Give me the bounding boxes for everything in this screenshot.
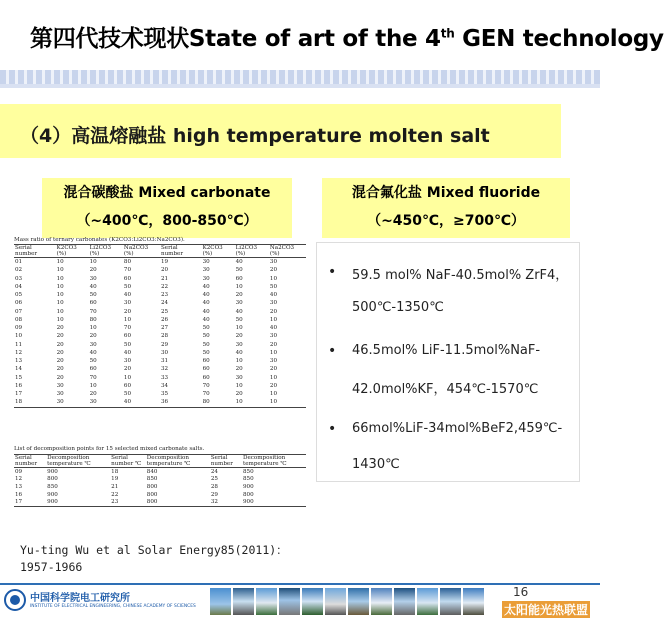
table-cell: 19 bbox=[111, 476, 119, 483]
table-cell: 850 bbox=[242, 468, 254, 475]
table-header-cell: Decomposition temperature ℃ bbox=[46, 455, 110, 468]
footer-photo-icon bbox=[463, 588, 484, 615]
table-cell: 70 bbox=[202, 382, 210, 389]
table-cell: 30 bbox=[160, 349, 169, 356]
table-cell: 40 bbox=[202, 316, 210, 323]
table-cell: 18 bbox=[14, 398, 56, 407]
table-cell: 26 bbox=[160, 316, 169, 323]
institute-name-cn: 中国科学院电工研究所 bbox=[30, 593, 130, 604]
table-cell: 10 bbox=[15, 333, 23, 340]
table-row bbox=[14, 316, 306, 324]
slide-title-main: 第四代技术现状State of art of the 4 bbox=[30, 26, 441, 52]
table-cell: 40 bbox=[202, 292, 210, 299]
table-row bbox=[14, 341, 306, 349]
table-cell: 09 bbox=[15, 325, 23, 332]
table-cell: 10 bbox=[89, 259, 97, 266]
table-cell: 840 bbox=[146, 468, 158, 475]
table-cell: 800 bbox=[242, 491, 254, 498]
table-cell: 10 bbox=[56, 292, 64, 299]
table-cell: 30 bbox=[235, 300, 243, 307]
table-cell: 20 bbox=[269, 267, 278, 274]
table-header-cell: Serial number bbox=[14, 245, 56, 258]
table-cell: 20 bbox=[56, 366, 64, 373]
table-cell: 900 bbox=[47, 468, 58, 475]
table-header-cell: Serial number bbox=[160, 245, 202, 258]
table-row bbox=[14, 468, 306, 476]
footer-photo-icon bbox=[256, 588, 277, 615]
table-cell: 34 bbox=[160, 382, 169, 389]
table-header-cell: Li2CO3 (%) bbox=[235, 245, 269, 258]
table-row bbox=[14, 324, 306, 332]
table-row bbox=[14, 374, 306, 382]
table-cell: 21 bbox=[111, 483, 119, 490]
footer-photo-icon bbox=[325, 588, 346, 615]
table-row bbox=[14, 491, 306, 499]
table-cell: 35 bbox=[160, 391, 169, 398]
table-cell: 50 bbox=[235, 267, 243, 274]
table-cell: 50 bbox=[202, 325, 210, 332]
table-cell: 10 bbox=[89, 382, 97, 389]
table-cell: 29 bbox=[160, 341, 169, 348]
table-cell: 25 bbox=[210, 476, 218, 483]
table-cell: 20 bbox=[89, 267, 97, 274]
table-cell: 40 bbox=[235, 349, 243, 356]
table-cell: 800 bbox=[146, 483, 158, 490]
table-row bbox=[14, 332, 306, 340]
table-header-cell: Decomposition temperature ℃ bbox=[242, 455, 306, 468]
alliance-watermark: 太阳能光热联盟 bbox=[504, 603, 589, 617]
carbonate-ratio-table bbox=[14, 244, 306, 408]
table-cell: 20 bbox=[269, 308, 278, 315]
table-cell: 50 bbox=[123, 391, 132, 398]
table-cell: 25 bbox=[160, 308, 169, 315]
table-cell: 20 bbox=[235, 391, 243, 398]
table-cell: 60 bbox=[123, 382, 132, 389]
institute-name-en: INSTITUTE OF ELECTRICAL ENGINEERING, CHINESE ACADEMY OF SCIENCES bbox=[30, 604, 196, 609]
table-cell: 30 bbox=[123, 358, 132, 365]
table-cell: 30 bbox=[202, 267, 210, 274]
table-cell: 900 bbox=[242, 483, 254, 490]
table-cell: 08 bbox=[15, 316, 23, 323]
table-row bbox=[14, 349, 306, 357]
citation-line: Yu-ting Wu et al Solar Energy85(2011)： bbox=[20, 543, 288, 557]
table-cell: 10 bbox=[269, 349, 278, 356]
table-cell: 50 bbox=[123, 283, 132, 290]
table-cell: 06 bbox=[15, 300, 23, 307]
table-cell: 10 bbox=[235, 382, 243, 389]
table-cell: 40 bbox=[123, 292, 132, 299]
table-cell: 20 bbox=[160, 267, 169, 274]
table-cell: 10 bbox=[235, 325, 243, 332]
table-cell: 10 bbox=[269, 391, 278, 398]
table-cell: 10 bbox=[269, 275, 278, 282]
table-cell: 50 bbox=[89, 358, 97, 365]
table-cell: 50 bbox=[89, 292, 97, 299]
table1-caption: Mass ratio of ternary carbonates (K2CO3:Li2CO3:Na2CO3). bbox=[14, 237, 185, 243]
left-card-title: 混合碳酸盐 Mixed carbonate bbox=[63, 185, 271, 201]
table-cell: 10 bbox=[235, 358, 243, 365]
footer-photo-icon bbox=[302, 588, 323, 615]
table-cell: 60 bbox=[202, 374, 210, 381]
table-header-cell: Serial number ℃ bbox=[110, 455, 146, 468]
table-cell: 20 bbox=[269, 382, 278, 389]
table-cell: 10 bbox=[269, 398, 306, 407]
table-cell: 50 bbox=[202, 333, 210, 340]
table-row bbox=[14, 498, 306, 506]
table-cell: 20 bbox=[56, 349, 64, 356]
table-cell: 20 bbox=[89, 333, 97, 340]
table-cell: 20 bbox=[123, 366, 132, 373]
table-cell: 10 bbox=[269, 374, 278, 381]
left-card-range: （~400℃，800-850℃） bbox=[76, 213, 258, 229]
table-header-cell: Na2CO3 (%) bbox=[123, 245, 160, 258]
table-row bbox=[14, 275, 306, 283]
institute-logo-icon bbox=[4, 589, 26, 611]
slide-title bbox=[30, 20, 664, 53]
table-cell: 20 bbox=[235, 292, 243, 299]
table-cell: 20 bbox=[269, 366, 278, 373]
table-cell: 33 bbox=[160, 374, 169, 381]
table-cell: 850 bbox=[242, 476, 254, 483]
table-cell: 13 bbox=[15, 358, 23, 365]
table-cell: 12 bbox=[15, 349, 23, 356]
table-cell: 28 bbox=[160, 333, 169, 340]
table-cell: 60 bbox=[202, 366, 210, 373]
footer-photo-icon bbox=[394, 588, 415, 615]
table-cell: 30 bbox=[269, 333, 278, 340]
table-cell: 29 bbox=[210, 491, 218, 498]
table-cell: 20 bbox=[56, 374, 64, 381]
table-cell: 20 bbox=[269, 341, 278, 348]
table-cell: 10 bbox=[56, 275, 64, 282]
table-cell: 13 bbox=[15, 483, 23, 490]
table-cell: 800 bbox=[47, 476, 58, 483]
table-cell: 20 bbox=[123, 308, 132, 315]
table-cell: 32 bbox=[160, 366, 169, 373]
table-row bbox=[14, 299, 306, 307]
table-cell: 30 bbox=[56, 391, 64, 398]
table-cell: 23 bbox=[160, 292, 169, 299]
table-cell: 10 bbox=[56, 308, 64, 315]
table-cell: 10 bbox=[269, 316, 278, 323]
table-cell: 60 bbox=[89, 300, 97, 307]
table-cell: 01 bbox=[15, 259, 23, 266]
table-cell: 40 bbox=[89, 283, 97, 290]
table-cell: 50 bbox=[123, 341, 132, 348]
table-cell: 20 bbox=[56, 325, 64, 332]
slide-title-sup: th bbox=[440, 26, 455, 41]
table-cell: 900 bbox=[46, 498, 110, 506]
table-cell: 60 bbox=[89, 366, 97, 373]
table-cell: 70 bbox=[123, 267, 132, 274]
table-cell: 10 bbox=[56, 300, 64, 307]
table-header-cell: Na2CO3 (%) bbox=[269, 245, 306, 258]
bullet-dot-icon: • bbox=[328, 421, 337, 437]
table-row bbox=[14, 266, 306, 274]
table-cell: 16 bbox=[15, 491, 23, 498]
bullet-dot-icon: • bbox=[328, 343, 337, 359]
table-cell: 10 bbox=[89, 325, 97, 332]
table-cell: 20 bbox=[56, 341, 64, 348]
table-cell: 30 bbox=[89, 275, 97, 282]
table-row bbox=[14, 283, 306, 291]
citation-line: 1957-1966 bbox=[20, 560, 83, 574]
table-header-cell: Li2CO3 (%) bbox=[89, 245, 123, 258]
right-card-range: （~450℃，≥700℃） bbox=[367, 213, 525, 229]
table-cell: 20 bbox=[56, 333, 64, 340]
table-cell: 12 bbox=[15, 476, 23, 483]
table-cell: 80 bbox=[123, 259, 132, 266]
table-header-row bbox=[14, 245, 306, 258]
table-cell: 30 bbox=[56, 398, 89, 407]
decorative-stripe bbox=[0, 70, 600, 84]
table-cell: 40 bbox=[235, 259, 243, 266]
table-row bbox=[14, 476, 306, 484]
footer-photo-icon bbox=[440, 588, 461, 615]
table-cell: 30 bbox=[89, 341, 97, 348]
table-cell: 40 bbox=[202, 283, 210, 290]
footer-photo-icon bbox=[233, 588, 254, 615]
footer-photo-icon bbox=[348, 588, 369, 615]
table-cell: 17 bbox=[14, 498, 46, 506]
decomposition-table bbox=[14, 454, 306, 507]
table-cell: 30 bbox=[235, 341, 243, 348]
table-cell: 05 bbox=[15, 292, 23, 299]
table-cell: 60 bbox=[123, 333, 132, 340]
table-cell: 31 bbox=[160, 358, 169, 365]
table-cell: 10 bbox=[123, 316, 132, 323]
citation bbox=[20, 542, 288, 576]
table-cell: 50 bbox=[202, 341, 210, 348]
table-cell: 30 bbox=[235, 374, 243, 381]
table-cell: 40 bbox=[235, 308, 243, 315]
table-cell: 30 bbox=[202, 275, 210, 282]
table-cell: 14 bbox=[15, 366, 23, 373]
table-cell: 03 bbox=[15, 275, 23, 282]
table-cell: 07 bbox=[15, 308, 23, 315]
table-cell: 70 bbox=[123, 325, 132, 332]
bullet-line: 59.5 mol% NaF-40.5mol% ZrF4， bbox=[352, 268, 569, 283]
table-row bbox=[14, 382, 306, 390]
table-cell: 10 bbox=[123, 374, 132, 381]
table-cell: 04 bbox=[15, 283, 23, 290]
section-heading: （4）高温熔融盐 high temperature molten salt bbox=[20, 125, 490, 147]
table-row bbox=[14, 365, 306, 373]
table-cell: 32 bbox=[210, 498, 242, 506]
table-row bbox=[14, 483, 306, 491]
page-number: 16 bbox=[513, 585, 529, 599]
table-cell: 10 bbox=[56, 259, 64, 266]
table-cell: 50 bbox=[269, 283, 278, 290]
table-cell: 30 bbox=[89, 398, 123, 407]
table-cell: 02 bbox=[15, 267, 23, 274]
table-cell: 19 bbox=[160, 259, 169, 266]
table-cell: 11 bbox=[15, 341, 23, 348]
table-cell: 10 bbox=[235, 283, 243, 290]
table-cell: 36 bbox=[160, 398, 202, 407]
table-cell: 10 bbox=[235, 398, 269, 407]
table-cell: 30 bbox=[56, 382, 64, 389]
table-cell: 17 bbox=[15, 391, 23, 398]
table-row bbox=[14, 357, 306, 365]
table-cell: 10 bbox=[56, 283, 64, 290]
table-cell: 20 bbox=[56, 358, 64, 365]
table-cell: 21 bbox=[160, 275, 169, 282]
table-cell: 10 bbox=[56, 267, 64, 274]
table-header-row bbox=[14, 455, 306, 468]
table-cell: 70 bbox=[89, 308, 97, 315]
table-cell: 23 bbox=[110, 498, 146, 506]
table-cell: 70 bbox=[89, 374, 97, 381]
table-row bbox=[14, 308, 306, 316]
bullet-line: 1430℃ bbox=[352, 457, 400, 472]
table-row bbox=[14, 258, 306, 267]
table-header-cell: K2CO3 (%) bbox=[202, 245, 235, 258]
table-cell: 10 bbox=[56, 316, 64, 323]
table-cell: 800 bbox=[146, 491, 158, 498]
table-cell: 30 bbox=[269, 300, 278, 307]
table-header-cell: Serial number bbox=[14, 455, 46, 468]
table-cell: 30 bbox=[269, 358, 278, 365]
table-row bbox=[14, 398, 306, 407]
table-cell: 900 bbox=[47, 491, 58, 498]
table-header-cell: Serial number bbox=[210, 455, 242, 468]
table-cell: 40 bbox=[123, 398, 160, 407]
table-cell: 22 bbox=[111, 491, 119, 498]
table-cell: 28 bbox=[210, 483, 218, 490]
table-cell: 30 bbox=[269, 259, 278, 266]
table-header-cell: K2CO3 (%) bbox=[56, 245, 89, 258]
table-cell: 40 bbox=[123, 349, 132, 356]
table-cell: 30 bbox=[123, 300, 132, 307]
table-cell: 70 bbox=[202, 391, 210, 398]
table-cell: 60 bbox=[202, 358, 210, 365]
table-cell: 80 bbox=[89, 316, 97, 323]
table-cell: 22 bbox=[160, 283, 169, 290]
table-cell: 60 bbox=[123, 275, 132, 282]
table-cell: 50 bbox=[235, 316, 243, 323]
table-cell: 60 bbox=[235, 275, 243, 282]
table-cell: 40 bbox=[202, 300, 210, 307]
table2-caption: List of decomposition points for 15 selected mixed carbonate salts. bbox=[14, 446, 205, 452]
table-cell: 850 bbox=[47, 483, 58, 490]
table-cell: 850 bbox=[146, 476, 158, 483]
footer-photo-icon bbox=[371, 588, 392, 615]
bullet-dot-icon: • bbox=[328, 264, 337, 280]
footer-photo-icon bbox=[210, 588, 231, 615]
decorative-stripe-underline bbox=[0, 84, 600, 88]
table-cell: 18 bbox=[111, 468, 119, 475]
bullet-line: 500℃-1350℃ bbox=[352, 300, 444, 315]
bullet-line: 46.5mol% LiF-11.5mol%NaF- bbox=[352, 343, 541, 358]
bullet-line: 66mol%LiF-34mol%BeF2,459℃- bbox=[352, 421, 563, 436]
table-cell: 15 bbox=[15, 374, 23, 381]
bullet-line: 42.0mol%KF，454℃-1570℃ bbox=[352, 382, 539, 397]
footer-photo-icon bbox=[279, 588, 300, 615]
table-cell: 800 bbox=[146, 498, 210, 506]
table-row bbox=[14, 390, 306, 398]
footer-photo-icon bbox=[417, 588, 438, 615]
table-cell: 40 bbox=[89, 349, 97, 356]
table-cell: 27 bbox=[160, 325, 169, 332]
table-cell: 24 bbox=[160, 300, 169, 307]
table-cell: 80 bbox=[202, 398, 235, 407]
table-cell: 40 bbox=[269, 292, 278, 299]
table-row bbox=[14, 291, 306, 299]
slide-title-suffix: GEN technology bbox=[454, 26, 664, 52]
table-cell: 20 bbox=[235, 333, 243, 340]
table-cell: 09 bbox=[15, 468, 23, 475]
table-cell: 30 bbox=[202, 259, 210, 266]
right-card-title: 混合氟化盐 Mixed fluoride bbox=[351, 185, 541, 201]
table-cell: 40 bbox=[269, 325, 278, 332]
table-cell: 24 bbox=[210, 468, 218, 475]
table-cell: 50 bbox=[202, 349, 210, 356]
table-cell: 16 bbox=[15, 382, 23, 389]
table-cell: 900 bbox=[242, 498, 306, 506]
table-header-cell: Decomposition temperature ℃ bbox=[146, 455, 210, 468]
table-cell: 20 bbox=[235, 366, 243, 373]
table-cell: 20 bbox=[89, 391, 97, 398]
table-cell: 40 bbox=[202, 308, 210, 315]
